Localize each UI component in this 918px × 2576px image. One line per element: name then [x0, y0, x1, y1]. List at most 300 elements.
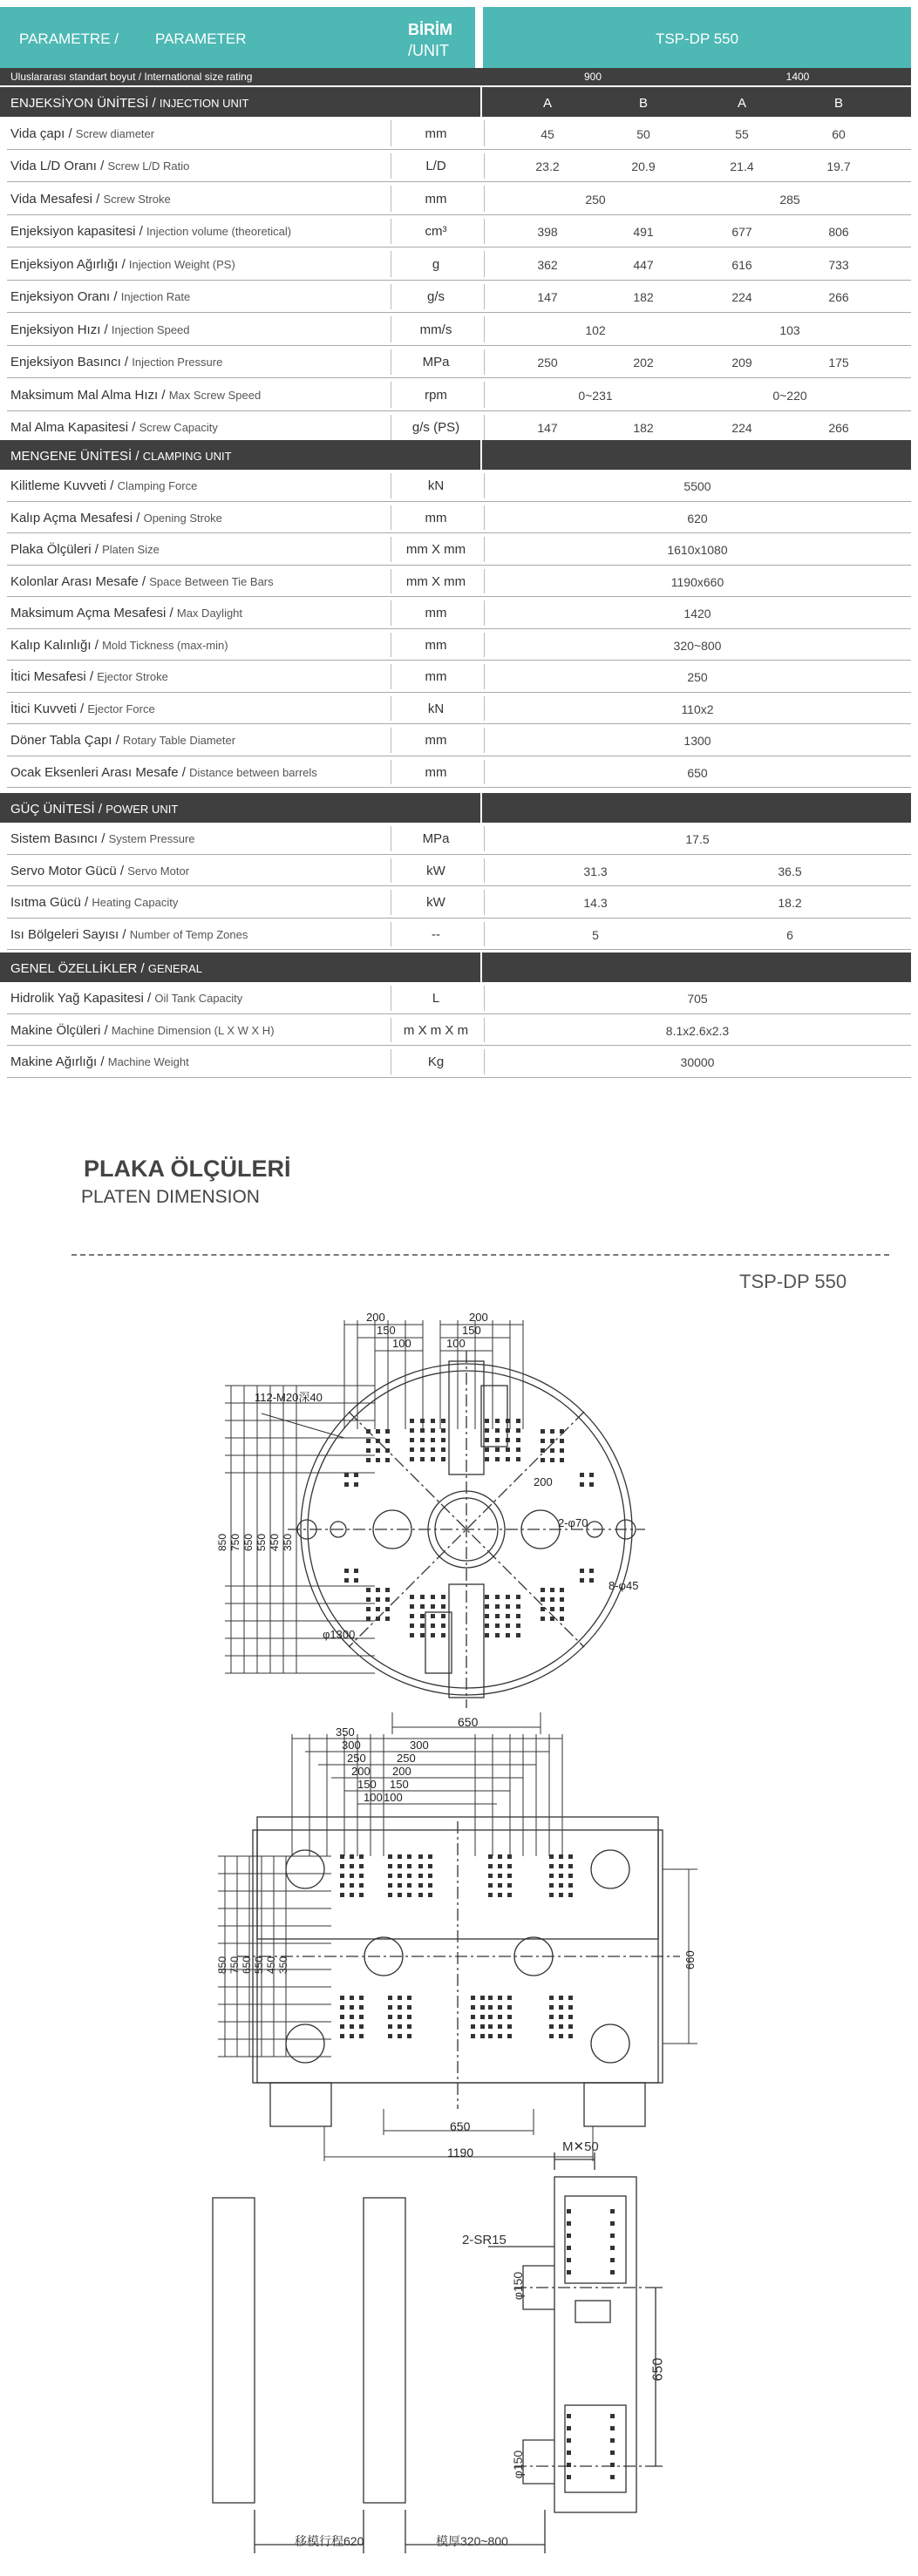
cell-vline	[484, 633, 485, 658]
label-en: Machine Weight	[107, 1055, 189, 1069]
bolt-hole	[516, 1604, 520, 1609]
bolt-hole	[485, 1457, 489, 1461]
bolt-hole	[376, 1439, 380, 1443]
sep: /	[133, 510, 144, 525]
bolt-hole	[340, 2005, 344, 2010]
label-tr: Enjeksiyon Ağırlığı	[10, 256, 119, 272]
bolt-hole	[550, 1448, 554, 1453]
spec-value: 362	[537, 257, 558, 272]
label-tr: İtici Kuvveti	[10, 701, 77, 716]
sep: /	[76, 701, 88, 716]
bolt-hole	[471, 1996, 475, 2000]
bolt-hole	[350, 1883, 354, 1888]
spec-row	[0, 117, 918, 150]
section-title-0	[10, 96, 248, 111]
spec-unit: m X m X m	[403, 1022, 469, 1038]
bolt-hole	[398, 2024, 402, 2029]
label-en: Injection Pressure	[132, 356, 223, 369]
bolt-hole	[410, 1419, 414, 1423]
section-title-tr: ENJEKSİYON ÜNİTESİ	[10, 96, 149, 111]
stroke620-label: 移模行程620	[295, 2534, 364, 2548]
bolt-hole	[506, 1614, 510, 1618]
bolt-hole	[385, 1458, 390, 1462]
bolt-hole	[340, 2024, 344, 2029]
bolt-hole	[471, 2034, 475, 2038]
bolt-hole	[359, 2015, 364, 2019]
cell-vline	[484, 316, 485, 342]
label-tr: İtici Mesafesi	[10, 669, 86, 685]
d2-right-660: 660	[683, 1950, 697, 1969]
bolt-hole	[480, 2034, 485, 2038]
spec-label	[10, 478, 197, 493]
label-en: Injection Rate	[120, 290, 191, 304]
cell-vline	[484, 473, 485, 498]
spec-unit: g/s	[426, 289, 445, 305]
bolt-hole	[498, 1854, 502, 1859]
bolt-hole	[550, 1429, 554, 1434]
bolt-hole	[388, 1883, 392, 1888]
bolt-hole	[516, 1447, 520, 1452]
spec-value: 55	[735, 126, 749, 141]
unit-tr: BİRİM	[408, 21, 452, 38]
label-tr: Kalıp Açma Mesafesi	[10, 510, 133, 525]
section-title-2	[10, 802, 178, 817]
label-tr: Döner Tabla Çapı	[10, 733, 112, 749]
bolt-hole	[359, 1893, 364, 1897]
bolt-hole	[350, 1996, 354, 2000]
spec-unit: Kg	[427, 1054, 445, 1070]
spec-value: 14.3	[583, 896, 608, 911]
bolt-hole	[507, 1893, 512, 1897]
bolt-hole	[350, 2034, 354, 2038]
bolt-hole	[498, 2005, 502, 2010]
spec-unit: mm	[425, 125, 447, 141]
cell-vline	[484, 569, 485, 594]
dim-bottom-650: 650	[458, 1715, 479, 1729]
label-en: Mold Tickness (max-min)	[102, 638, 228, 652]
spec-label	[10, 638, 228, 653]
label-en: Machine Dimension (L X W X H)	[111, 1023, 275, 1037]
label-tr: Plaka Ölçüleri	[10, 542, 92, 558]
bolt-hole	[376, 1429, 380, 1434]
section-title-en: GENERAL	[147, 962, 202, 975]
spec-value: 705	[687, 992, 708, 1007]
bolt-hole	[550, 1458, 554, 1462]
bolt-hole	[471, 2005, 475, 2010]
bolt-hole	[498, 1893, 502, 1897]
sep: /	[106, 478, 118, 494]
spec-row	[0, 182, 918, 215]
spec-row	[0, 346, 918, 379]
spec-unit: g/s (PS)	[411, 420, 460, 436]
bolt-hole	[541, 1617, 545, 1621]
spec-row	[0, 661, 918, 693]
bolt-hole	[549, 1883, 554, 1888]
spec-value: 31.3	[583, 864, 608, 878]
spec-value: 175	[828, 356, 849, 370]
sep: /	[118, 256, 129, 272]
spec-value: 5500	[683, 479, 711, 494]
bolt-hole	[428, 1864, 432, 1868]
sep: /	[135, 224, 146, 240]
bolt-hole	[441, 1457, 445, 1461]
bolt-hole	[410, 1633, 414, 1637]
bolt-hole	[344, 1578, 349, 1583]
bolt-hole	[495, 1614, 500, 1618]
bolt-hole	[431, 1614, 435, 1618]
spec-value: 103	[779, 322, 800, 337]
bolt-hole	[495, 1438, 500, 1442]
label-en: System Pressure	[108, 832, 195, 846]
cell-vline	[484, 186, 485, 212]
bolt-hole	[431, 1633, 435, 1637]
label-tr: Vida Mesafesi	[10, 191, 92, 207]
bolt-hole	[376, 1588, 380, 1592]
bolt-hole	[559, 1883, 563, 1888]
spec-row	[0, 247, 918, 281]
bolt-hole	[420, 1428, 425, 1433]
section-title-en: INJECTION UNIT	[159, 97, 249, 110]
bolt-hole	[488, 2015, 493, 2019]
label-en: Injection Weight (PS)	[128, 257, 235, 271]
bolt-hole	[441, 1614, 445, 1618]
sep: /	[137, 961, 148, 976]
label-en: Rotary Table Diameter	[122, 734, 236, 748]
spec-row	[0, 855, 918, 887]
bolt-hole	[388, 2015, 392, 2019]
platen-hole-pattern	[344, 1419, 594, 1637]
spec-unit: mm	[425, 669, 447, 685]
dim-200: 200	[534, 1475, 553, 1488]
spec-label	[10, 1054, 189, 1069]
label-tr: Sistem Basıncı	[10, 831, 99, 847]
label-tr: Hidrolik Yağ Kapasitesi	[10, 991, 144, 1007]
d2-250a: 250	[347, 1752, 366, 1765]
d2-100b: 100	[384, 1791, 403, 1804]
spec-value: 5	[592, 927, 599, 942]
sep: /	[98, 831, 109, 847]
bolt-hole	[385, 1429, 390, 1434]
bolt-hole	[354, 1569, 358, 1573]
spec-label	[10, 702, 155, 716]
label-en: Platen Size	[102, 543, 160, 557]
bolt-hole	[359, 1996, 364, 2000]
spec-label	[10, 192, 171, 207]
spec-value: 266	[828, 421, 849, 436]
bolt-hole	[568, 2005, 573, 2010]
bolt-hole	[541, 1588, 545, 1592]
bolt-hole	[506, 1428, 510, 1433]
dia-label: φ1300	[323, 1628, 356, 1641]
dim-left-350: 350	[282, 1533, 294, 1551]
platen-subtitle: PLATEN DIMENSION	[81, 1187, 260, 1207]
label-tr: Isı Bölgeleri Sayısı	[10, 926, 119, 942]
mold320-label: 模厚320~800	[436, 2534, 508, 2548]
param-en: PARAMETER	[155, 31, 247, 47]
bolt-hole	[516, 1428, 520, 1433]
bolt-hole	[610, 2463, 615, 2467]
spec-label	[10, 322, 190, 337]
spec-unit: kW	[426, 895, 445, 911]
bolt-hole	[506, 1447, 510, 1452]
bolt-hole	[516, 1419, 520, 1423]
label-en: Screw Capacity	[139, 421, 218, 435]
cell-vline	[484, 415, 485, 441]
section-title-1	[10, 449, 232, 464]
bolt-hole	[568, 2015, 573, 2019]
label-en: Distance between barrels	[189, 765, 317, 779]
bolt-hole	[418, 1864, 423, 1868]
bolt-hole	[388, 1864, 392, 1868]
bolt-hole	[428, 1893, 432, 1897]
sep: /	[112, 733, 123, 749]
bolt-hole	[498, 1996, 502, 2000]
bolt-hole	[340, 2015, 344, 2019]
bolt-hole	[388, 2034, 392, 2038]
bolt-hole	[350, 2015, 354, 2019]
spec-value: 18.2	[778, 896, 802, 911]
dim-left-750: 750	[229, 1533, 241, 1551]
spec-unit: MPa	[422, 831, 450, 847]
bolt-hole	[420, 1419, 425, 1423]
bolt-hole	[567, 2475, 571, 2479]
d2-100a: 100	[364, 1791, 383, 1804]
bolt-hole	[549, 2015, 554, 2019]
dim-top-100a: 100	[392, 1337, 411, 1350]
bolt-hole	[559, 1893, 563, 1897]
label-tr: Mal Alma Kapasitesi	[10, 420, 129, 436]
bolt-hole	[398, 1874, 402, 1878]
bolt-hole	[485, 1447, 489, 1452]
cell-vline	[484, 284, 485, 310]
bolt-hole	[568, 1893, 573, 1897]
model-name: TSP-DP 550	[655, 31, 739, 47]
bolt-hole	[567, 2463, 571, 2467]
cell-vline	[484, 153, 485, 180]
bolt-hole	[516, 1624, 520, 1628]
label-en: Clamping Force	[117, 479, 198, 493]
row-divider	[7, 787, 911, 788]
bolt-hole	[549, 1893, 554, 1897]
sep: /	[148, 96, 160, 111]
label-tr: Maksimum Mal Alma Hızı	[10, 387, 159, 403]
spec-label	[10, 765, 317, 780]
bolt-hole	[495, 1457, 500, 1461]
label-en: Servo Motor	[127, 864, 190, 878]
bolt-hole	[610, 2414, 615, 2418]
cell-vline	[484, 382, 485, 408]
rotary-table-circle	[301, 1364, 632, 1695]
spec-unit: rpm	[425, 387, 447, 403]
sep: /	[166, 606, 177, 621]
bolt-hole	[549, 1996, 554, 2000]
bolt-hole	[359, 1854, 364, 1859]
sec-vline	[480, 440, 482, 470]
bolt-hole	[385, 1439, 390, 1443]
bolt-hole	[410, 1457, 414, 1461]
bolt-hole	[407, 1864, 411, 1868]
bolt-hole	[610, 2234, 615, 2238]
sep: /	[116, 863, 128, 878]
bolt-hole	[488, 1996, 493, 2000]
col-head-2: A	[737, 96, 746, 111]
fixed-platen-side	[364, 2198, 405, 2503]
bolt-hole	[507, 1874, 512, 1878]
sec-vline	[480, 793, 482, 823]
bolt-hole	[385, 1617, 390, 1621]
bolt-hole	[610, 2258, 615, 2262]
bolt-hole	[420, 1457, 425, 1461]
spec-value: 447	[633, 257, 654, 272]
sep: /	[138, 573, 150, 589]
bolt-hole	[589, 1482, 594, 1487]
col-head-3: B	[833, 96, 843, 111]
bolt-hole	[568, 2024, 573, 2029]
bolt-hole	[441, 1428, 445, 1433]
spec-unit: mm	[425, 191, 447, 207]
bolt-hole	[549, 2005, 554, 2010]
bolt-hole	[431, 1428, 435, 1433]
bolt-hole	[431, 1604, 435, 1609]
d2-left-850: 850	[216, 1956, 228, 1974]
spec-label	[10, 733, 235, 748]
d2-150b: 150	[390, 1778, 409, 1791]
spec-value: 650	[687, 765, 708, 780]
bolt-hole	[420, 1604, 425, 1609]
bolt-hole	[559, 2034, 563, 2038]
spec-row	[0, 1014, 918, 1047]
bolt-hole	[516, 1438, 520, 1442]
bolt-hole	[516, 1633, 520, 1637]
label-en: Heating Capacity	[92, 896, 179, 910]
d2-300a: 300	[342, 1739, 361, 1752]
bolt-hole	[340, 1893, 344, 1897]
bolt-hole	[485, 1614, 489, 1618]
spec-value: 6	[786, 927, 793, 942]
spec-label	[10, 542, 160, 557]
d2-300b: 300	[410, 1739, 429, 1752]
bolt-hole	[550, 1439, 554, 1443]
cell-vline	[484, 986, 485, 1011]
bolt-hole	[589, 1569, 594, 1573]
bolt-hole	[507, 1854, 512, 1859]
sec-vline	[480, 87, 482, 117]
sep: /	[94, 802, 106, 817]
label-tr: Enjeksiyon Oranı	[10, 289, 111, 305]
bolt-hole	[480, 2005, 485, 2010]
moving-platen-side	[213, 2198, 255, 2503]
bolt-hole	[567, 2234, 571, 2238]
spec-row	[0, 823, 918, 855]
bolt-hole	[340, 2034, 344, 2038]
spec-label	[10, 831, 195, 846]
bolt-hole	[344, 1473, 349, 1477]
bolt-hole	[560, 1439, 564, 1443]
cell-vline	[484, 826, 485, 851]
bolt-hole	[428, 1874, 432, 1878]
bolt-hole	[610, 2426, 615, 2430]
label-en: Number of Temp Zones	[129, 927, 248, 941]
col-head-0: A	[542, 96, 552, 111]
cell-vline	[484, 922, 485, 947]
spec-value: 20.9	[631, 159, 656, 174]
bolt-hole	[568, 1874, 573, 1878]
spec-row	[0, 215, 918, 248]
dim-top-150b: 150	[462, 1324, 481, 1337]
bolt-hole	[410, 1438, 414, 1442]
bolt-hole	[431, 1457, 435, 1461]
spec-row	[0, 281, 918, 314]
bolt-hole	[441, 1447, 445, 1452]
bolt-hole	[420, 1633, 425, 1637]
bolt-hole	[610, 2246, 615, 2250]
bolt-hole	[559, 2005, 563, 2010]
size-1400: 1400	[785, 71, 810, 83]
spec-row	[0, 533, 918, 566]
pin-label: 2-φ70	[558, 1516, 588, 1529]
size-row-label: Uluslararası standart boyut / International size rating	[10, 71, 253, 83]
bolt-hole	[488, 2034, 493, 2038]
spec-value: 36.5	[778, 864, 802, 878]
spec-value: 266	[828, 290, 849, 305]
col-head-1: B	[638, 96, 648, 111]
cell-vline	[484, 1018, 485, 1043]
bolt-hole	[344, 1482, 349, 1487]
bolt-hole	[388, 1874, 392, 1878]
label-en: Opening Stroke	[143, 511, 222, 525]
bolt-hole	[376, 1617, 380, 1621]
bolt-hole	[398, 2034, 402, 2038]
bolt-hole	[541, 1607, 545, 1611]
bolt-hole	[506, 1633, 510, 1637]
spec-label	[10, 224, 291, 239]
spec-value: 398	[537, 225, 558, 240]
dim-top-100b: 100	[446, 1337, 466, 1350]
spec-unit: L	[432, 991, 440, 1007]
spec-value: 60	[832, 126, 846, 141]
sep: /	[65, 125, 76, 141]
spec-label	[10, 420, 218, 435]
spec-value: 250	[537, 356, 558, 370]
spec-value: 0~231	[578, 388, 613, 403]
spec-value: 8.1x2.6x2.3	[665, 1023, 730, 1038]
bolt-hole	[441, 1595, 445, 1599]
dim-left-650: 650	[242, 1533, 255, 1551]
bolt-hole	[516, 1614, 520, 1618]
spec-label	[10, 159, 189, 173]
spec-label	[10, 388, 261, 403]
sep: /	[80, 895, 92, 911]
bolt-hole	[431, 1419, 435, 1423]
bolt-hole	[568, 2034, 573, 2038]
bolt-hole	[560, 1617, 564, 1621]
bolt-hole	[480, 1996, 485, 2000]
bolt-hole	[431, 1624, 435, 1628]
bolt-hole	[366, 1439, 371, 1443]
spec-value: 285	[779, 192, 800, 207]
bolt-hole	[480, 2015, 485, 2019]
spec-value: 806	[828, 225, 849, 240]
spec-value: 182	[633, 421, 654, 436]
spec-value: 1300	[683, 734, 711, 749]
label-en: Max Daylight	[176, 607, 243, 620]
section-title-tr: GÜÇ ÜNİTESİ	[10, 802, 95, 817]
sep: /	[100, 322, 112, 337]
bolt-hole	[559, 1864, 563, 1868]
bolt-hole	[398, 1854, 402, 1859]
spec-label	[10, 864, 189, 878]
spec-row	[0, 1046, 918, 1078]
